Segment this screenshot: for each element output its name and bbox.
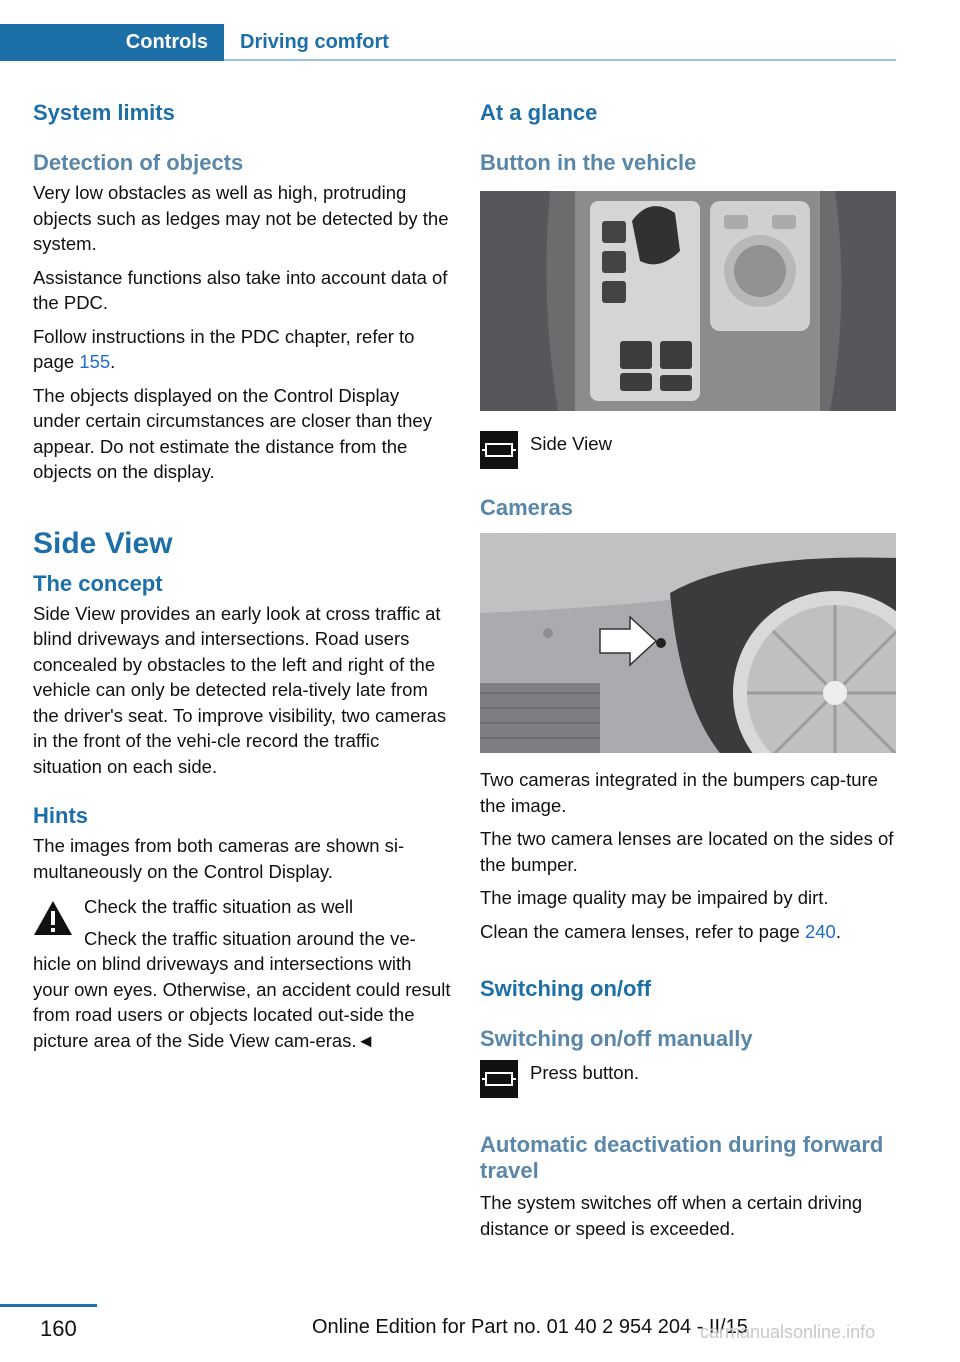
heading-automatic-deactivation: Automatic deactivation during forward travel [480, 1132, 884, 1183]
paragraph-hints: The images from both cameras are shown si-multaneously on the Control Display. [33, 835, 405, 882]
watermark: carmanualsonline.info [700, 1322, 876, 1342]
paragraph-assistance: Assistance functions also take into account data of the PDC. [33, 266, 448, 313]
side-view-button-icon-2 [480, 1060, 518, 1098]
side-view-button-icon [480, 431, 518, 469]
paragraph-cameras-3: The image quality may be impaired by dirt. [480, 887, 829, 908]
heading-system-limits: System limits [33, 100, 175, 125]
camera-location-image [480, 533, 896, 753]
heading-hints: Hints [33, 803, 88, 828]
follow-text: Follow instructions in the PDC chapter, refer to page [33, 325, 415, 372]
press-button-row [480, 1060, 896, 1102]
paragraph-follow [33, 324, 451, 375]
heading-the-concept: The concept [33, 570, 163, 596]
page-link-240[interactable]: 240 [804, 920, 836, 942]
heading-side-view: Side View [33, 526, 173, 560]
left-column [33, 100, 451, 1053]
paragraph-automatic-deactivation: The system switches off when a certain driving distance or speed is exceeded. [480, 1192, 863, 1239]
tab-driving-comfort[interactable]: Driving comfort [224, 24, 896, 61]
warning-triangle-icon [33, 900, 73, 936]
paragraph-detection: Very low obstacles as well as high, protruding objects such as ledges may not be detected by the system. [33, 182, 449, 254]
heading-switching-on-off: Switching on/off [480, 976, 652, 1001]
header [0, 0, 960, 64]
page-link-155[interactable]: 155 [79, 351, 111, 372]
heading-button-in-vehicle: Button in the vehicle [480, 150, 697, 175]
warning-body-first-line: Check the traffic situation around the ve- [84, 927, 416, 949]
warning-body: hicle on blind driveways and intersections with your own eyes. Otherwise, an accident could result from road users or objects located out-side the picture area of the Side View cam-eras.◄ [33, 953, 451, 1051]
paragraph-cameras-2: The two camera lenses are located on the sides of the bumper. [480, 828, 894, 875]
paragraph-cameras-4 [480, 919, 896, 945]
tab-controls[interactable]: Controls [0, 24, 224, 61]
follow-period: . [110, 351, 116, 372]
paragraph-concept: Side View provides an early look at cross traffic at blind driveways and intersections. Road users concealed by obstacles to the left and right of the vehicle can only be detected rela-tively late from the driver's seat. To improve visibility, two cameras in the front of the vehi-cle record the traffic situation on each side. [33, 602, 447, 777]
side-view-caption: Side View [530, 433, 612, 454]
press-button-text: Press button. [530, 1062, 640, 1083]
warning-block [33, 894, 451, 1053]
paragraph-cameras-1: Two cameras integrated in the bumpers cap-ture the image. [480, 769, 878, 816]
clean-text: Clean the camera lenses, refer to page [480, 920, 805, 942]
heading-switching-manually: Switching on/off manually [480, 1026, 753, 1051]
center-console-image [480, 191, 896, 411]
footer-rule [0, 1304, 97, 1307]
right-column [480, 100, 896, 1241]
edition-info: Online Edition for Part no. 01 40 2 954 204 - II/15 [312, 1316, 748, 1338]
page-number: 160 [40, 1316, 77, 1341]
paragraph-objects-closer: The objects displayed on the Control Display under certain circumstances are closer than they appear. Do not estimate the distance from the objects on the display. [33, 384, 432, 482]
clean-period: . [835, 920, 841, 942]
warning-title: Check the traffic situation as well [84, 896, 354, 917]
side-view-icon-row [480, 431, 896, 473]
heading-detection-of-objects: Detection of objects [33, 150, 244, 175]
heading-cameras: Cameras [480, 495, 573, 520]
heading-at-a-glance: At a glance [480, 100, 598, 125]
